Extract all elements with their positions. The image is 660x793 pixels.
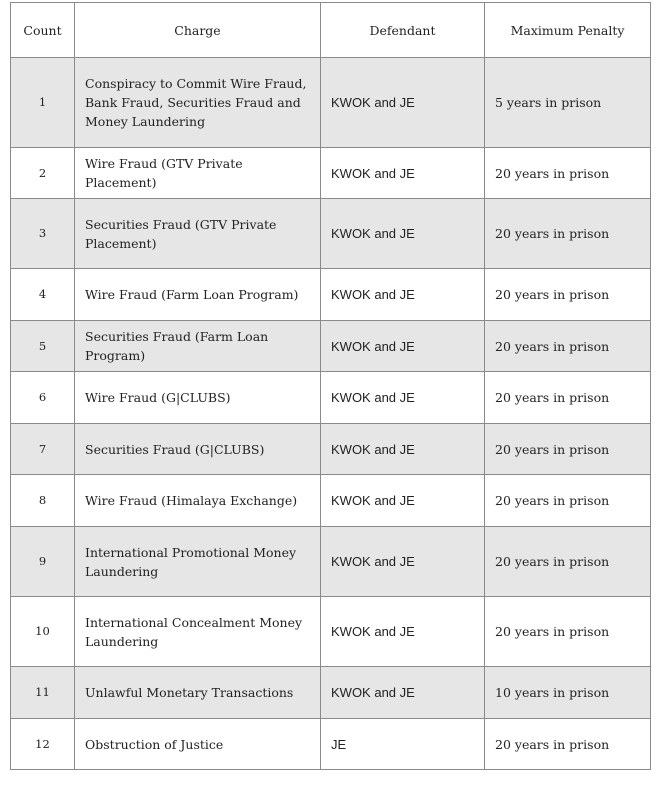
table-row xyxy=(11,58,651,148)
header-maximum-penalty: Maximum Penalty xyxy=(485,3,651,58)
count-cell: 7 xyxy=(11,424,75,475)
penalty-cell: 20 years in prison xyxy=(485,719,651,770)
defendant-cell: KWOK and JE xyxy=(321,199,485,269)
defendant-cell: JE xyxy=(321,719,485,770)
charge-cell: International Promotional Money Laundering xyxy=(75,527,321,597)
table-row xyxy=(11,527,651,597)
penalty-cell: 20 years in prison xyxy=(485,597,651,667)
table-row xyxy=(11,372,651,424)
table-row xyxy=(11,424,651,475)
penalty-cell: 20 years in prison xyxy=(485,372,651,424)
count-cell: 4 xyxy=(11,269,75,321)
charge-cell: Wire Fraud (Farm Loan Program) xyxy=(75,269,321,321)
charge-cell: Obstruction of Justice xyxy=(75,719,321,770)
count-cell: 3 xyxy=(11,199,75,269)
charge-cell: Securities Fraud (GTV Private Placement) xyxy=(75,199,321,269)
table-row xyxy=(11,199,651,269)
charge-cell: Wire Fraud (G|CLUBS) xyxy=(75,372,321,424)
defendant-cell: KWOK and JE xyxy=(321,58,485,148)
penalty-cell: 20 years in prison xyxy=(485,269,651,321)
charge-cell: Unlawful Monetary Transactions xyxy=(75,667,321,719)
count-cell: 8 xyxy=(11,475,75,527)
penalty-cell: 10 years in prison xyxy=(485,667,651,719)
penalty-cell: 20 years in prison xyxy=(485,148,651,199)
table-row xyxy=(11,597,651,667)
defendant-cell: KWOK and JE xyxy=(321,667,485,719)
charge-cell: Wire Fraud (GTV Private Placement) xyxy=(75,148,321,199)
header-row xyxy=(11,3,651,58)
table-row xyxy=(11,148,651,199)
defendant-cell: KWOK and JE xyxy=(321,527,485,597)
defendant-cell: KWOK and JE xyxy=(321,321,485,372)
charge-cell: Conspiracy to Commit Wire Fraud, Bank Fraud, Securities Fraud and Money Laundering xyxy=(75,58,321,148)
count-cell: 12 xyxy=(11,719,75,770)
penalty-cell: 20 years in prison xyxy=(485,527,651,597)
penalty-cell: 20 years in prison xyxy=(485,424,651,475)
defendant-cell: KWOK and JE xyxy=(321,424,485,475)
table-row xyxy=(11,321,651,372)
table-row xyxy=(11,475,651,527)
charge-cell: International Concealment Money Laundering xyxy=(75,597,321,667)
penalty-cell: 20 years in prison xyxy=(485,199,651,269)
table-row xyxy=(11,269,651,321)
penalty-cell: 5 years in prison xyxy=(485,58,651,148)
count-cell: 9 xyxy=(11,527,75,597)
penalty-cell: 20 years in prison xyxy=(485,321,651,372)
count-cell: 6 xyxy=(11,372,75,424)
header-count: Count xyxy=(11,3,75,58)
count-cell: 1 xyxy=(11,58,75,148)
header-charge: Charge xyxy=(75,3,321,58)
defendant-cell: KWOK and JE xyxy=(321,597,485,667)
table-row xyxy=(11,667,651,719)
charges-table xyxy=(10,2,651,770)
charge-cell: Securities Fraud (Farm Loan Program) xyxy=(75,321,321,372)
defendant-cell: KWOK and JE xyxy=(321,475,485,527)
header-defendant: Defendant xyxy=(321,3,485,58)
defendant-cell: KWOK and JE xyxy=(321,148,485,199)
count-cell: 11 xyxy=(11,667,75,719)
count-cell: 10 xyxy=(11,597,75,667)
penalty-cell: 20 years in prison xyxy=(485,475,651,527)
table-row xyxy=(11,719,651,770)
defendant-cell: KWOK and JE xyxy=(321,372,485,424)
charge-cell: Wire Fraud (Himalaya Exchange) xyxy=(75,475,321,527)
count-cell: 5 xyxy=(11,321,75,372)
charge-cell: Securities Fraud (G|CLUBS) xyxy=(75,424,321,475)
defendant-cell: KWOK and JE xyxy=(321,269,485,321)
count-cell: 2 xyxy=(11,148,75,199)
